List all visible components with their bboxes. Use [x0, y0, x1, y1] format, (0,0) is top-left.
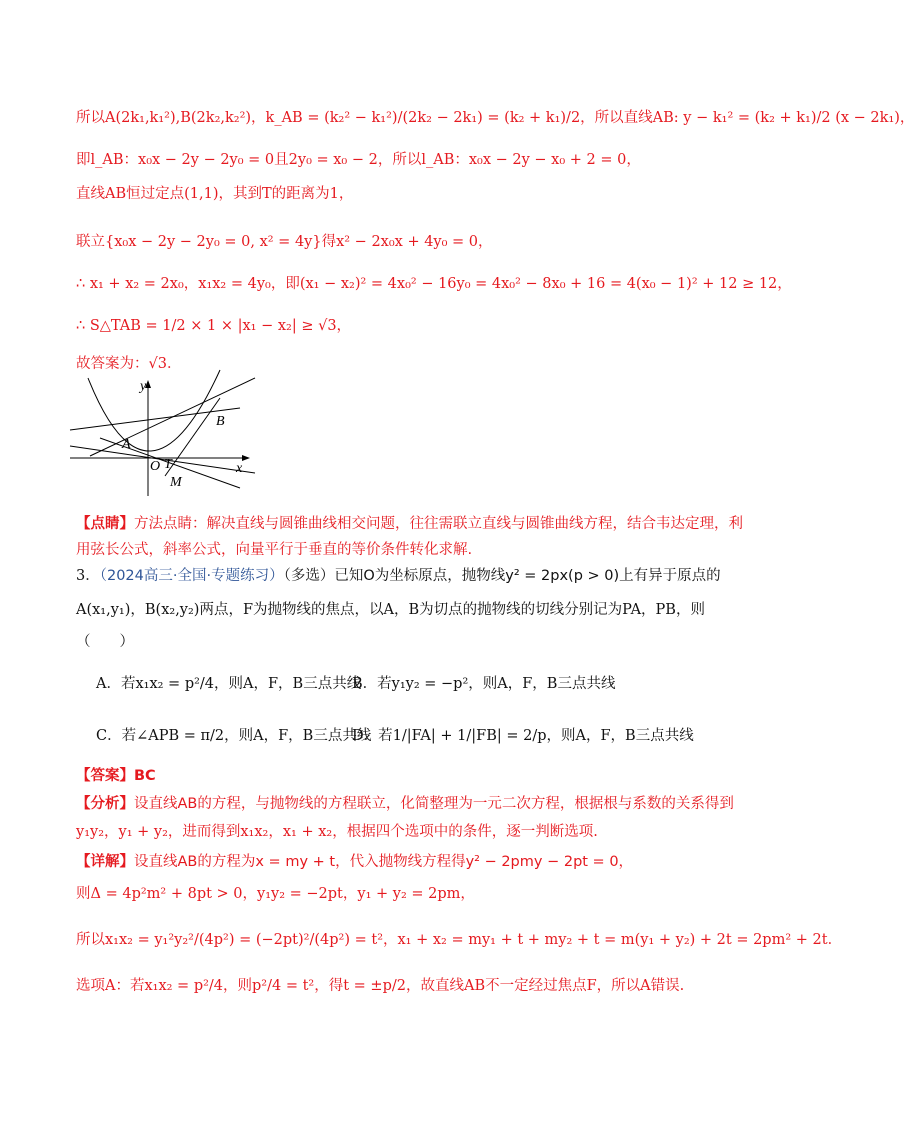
question-bracket: （ ） [76, 634, 134, 650]
option-b: B．若y₁y₂ = −p²，则A，F，B三点共线 [352, 676, 616, 692]
label-o: O [150, 459, 161, 474]
label-y: y [140, 379, 147, 394]
option-d: D．若1/|FA| + 1/|FB| = 2/p，则A，F，B三点共线 [352, 728, 694, 744]
question-line-1 [76, 566, 721, 586]
solution-line-7: 故答案为：√3． [76, 356, 182, 372]
tip-line-1 [76, 514, 743, 534]
detail-line-2: 则Δ = 4p²m² + 8pt > 0，y₁y₂ = −2pt，y₁ + y₂ = 2pm， [76, 886, 475, 902]
tip-line-2: 用弦长公式，斜率公式，向量平行于垂直的等价条件转化求解. [76, 542, 473, 558]
question-line-2: A(x₁,y₁)，B(x₂,y₂)两点，F为抛物线的焦点，以A，B为切点的抛物线的切线分别记为PA，PB，则 [76, 602, 705, 618]
line-ab-upper [70, 408, 240, 430]
solution-line-2: 即l_AB：x₀x − 2y − 2y₀ = 0且2y₀ = x₀ − 2，所以l_AB：x₀x − 2y − x₀ + 2 = 0， [76, 152, 641, 168]
answer-tag: 【答案】 [76, 768, 134, 784]
label-t: T [164, 457, 172, 472]
detail-tag: 【详解】 [76, 854, 134, 870]
label-x: x [236, 461, 243, 476]
option-c: C．若∠APB = π/2，则A，F，B三点共线 [96, 728, 372, 744]
analysis-line-2: y₁y₂，y₁ + y₂，进而得到x₁x₂，x₁ + x₂，根据四个选项中的条件，逐一判断选项. [76, 824, 598, 840]
tip-text-1: 方法点睛：解决直线与圆锥曲线相交问题，往往需联立直线与圆锥曲线方程，结合韦达定理，利 [134, 516, 743, 532]
detail-line-1 [76, 852, 633, 872]
parabola-tangent-figure [70, 378, 260, 498]
solution-line-3: 直线AB恒过定点(1,1)，其到T的距离为1， [76, 186, 354, 202]
option-a: A．若x₁x₂ = p²/4，则A，F，B三点共线 [96, 676, 362, 692]
solution-line-1: 所以A(2k₁,k₁²),B(2k₂,k₂²)，k_AB = (k₂² − k₁²)/(2k₂ − 2k₁) = (k₂ + k₁)/2，所以直线AB: y − k₁² = (k₂ + k₁)/2 (x − 2k₁)， [76, 110, 914, 126]
detail-line-3: 所以x₁x₂ = y₁²y₂²/(4p²) = (−2pt)²/(4p²) = t²，x₁ + x₂ = my₁ + t + my₂ + t = m(y₁ + y₂) + 2t = 2pm² + 2t． [76, 932, 843, 948]
solution-line-4: 联立{x₀x − 2y − 2y₀ = 0, x² = 4y}得x² − 2x₀x + 4y₀ = 0， [76, 234, 493, 250]
parabola-curve [88, 370, 220, 451]
analysis-line-1 [76, 794, 734, 814]
question-number: 3． [76, 568, 100, 584]
label-b: B [216, 414, 225, 429]
x-axis-arrow [242, 455, 250, 461]
detail-line-4: 选项A：若x₁x₂ = p²/4，则p²/4 = t²，得t = ±p/2，故直线AB不一定经过焦点F，所以A错误. [76, 978, 685, 994]
line-lower [70, 446, 255, 473]
analysis-tag: 【分析】 [76, 796, 134, 812]
tip-tag: 【点睛】 [76, 516, 134, 532]
solution-line-6: ∴ S△TAB = 1/2 × 1 × |x₁ − x₂| ≥ √3， [76, 318, 352, 334]
label-a: A [122, 437, 131, 452]
answer-value: BC [134, 768, 156, 784]
label-m: M [170, 475, 182, 490]
answer-line [76, 766, 156, 786]
analysis-text-1: 设直线AB的方程，与抛物线的方程联立，化简整理为一元二次方程，根据根与系数的关系得到 [134, 796, 734, 812]
question-text-1: （多选）已知O为坐标原点，抛物线y² = 2px(p > 0)上有异于原点的 [283, 568, 721, 584]
detail-text-1: 设直线AB的方程为x = my + t，代入抛物线方程得y² − 2pmy − 2pt = 0， [134, 854, 634, 870]
tangent-line-1 [90, 378, 255, 456]
solution-line-5: ∴ x₁ + x₂ = 2x₀，x₁x₂ = 4y₀，即(x₁ − x₂)² = 4x₀² − 16y₀ = 4x₀² − 8x₀ + 16 = 4(x₀ − 1)² + 12 ≥ 12， [76, 276, 792, 292]
question-source: （2024高三·全国·专题练习） [99, 568, 284, 584]
